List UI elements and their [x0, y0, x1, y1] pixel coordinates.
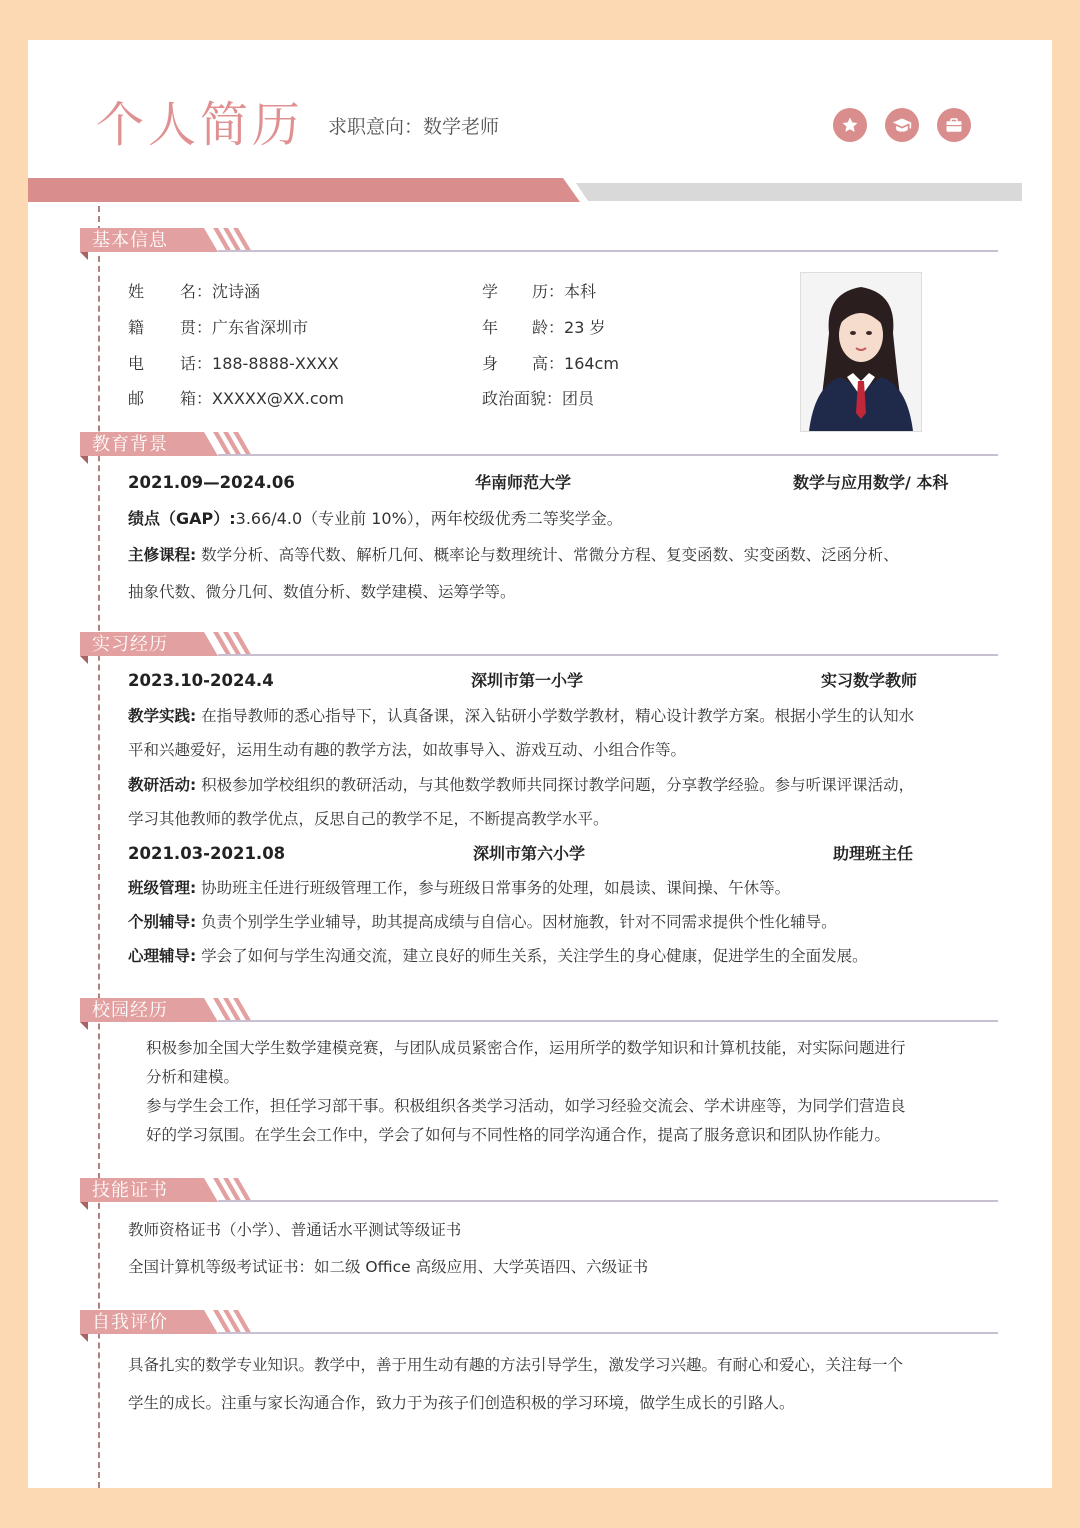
section-title: 自我评价 — [92, 1312, 168, 1333]
section-header-basic — [80, 228, 1000, 258]
self-eval-text: 具备扎实的数学专业知识。教学中，善于用生动有趣的方法引导学生，激发学习兴趣。有耐心和爱心，关注每一个 — [128, 1356, 904, 1374]
skill-item: 教师资格证书（小学）、普通话水平测试等级证书 — [128, 1221, 462, 1239]
section-title: 教育背景 — [92, 434, 168, 455]
campus-paragraph: 参与学生会工作，担任学习部干事。积极组织各类学习活动，如学习经验交流会、学术讲座等，为同学们营造良 — [146, 1097, 906, 1115]
edu-courses-cont: 抽象代数、微分几何、数值分析、数学建模、运筹学等。 — [128, 583, 516, 601]
page-title: 个人简历 — [96, 97, 305, 153]
star-icon — [833, 108, 867, 142]
header-bar-accent — [28, 178, 580, 202]
job-intent-label: 求职意向： — [328, 116, 424, 138]
section-header-education — [80, 432, 1000, 462]
job-item-cont: 学习其他教师的教学优点，反思自己的教学不足，不断提高教学水平。 — [128, 810, 609, 828]
edu-major: 数学与应用数学/ 本科 — [793, 473, 949, 492]
section-header-campus — [80, 998, 1000, 1028]
job-item: 教学实践: 在指导教师的悉心指导下，认真备课，深入钻研小学数学教材，精心设计教学方案。根据小学生的认知水 — [128, 707, 915, 725]
job-item: 教研活动: 积极参加学校组织的教研活动，与其他数学教师共同探讨教学问题，分享教学经验。参与听课评课活动， — [128, 776, 915, 794]
resume-page — [28, 40, 1052, 1488]
edu-courses: 主修课程: 数学分析、高等代数、解析几何、概率论与数理统计、常微分方程、复变函数、实变函数、泛函分析、 — [128, 546, 899, 564]
section-header-skills — [80, 1178, 1000, 1208]
job-org: 深圳市第一小学 — [471, 671, 584, 690]
edu-date: 2021.09—2024.06 — [128, 473, 295, 492]
section-title: 基本信息 — [92, 230, 168, 251]
self-eval-text-cont: 学生的成长。注重与家长沟通合作，致力于为孩子们创造积极的学习环境，做学生成长的引路人。 — [128, 1394, 795, 1412]
job-item: 心理辅导: 学会了如何与学生沟通交流，建立良好的师生关系，关注学生的身心健康，促进学生的全面发展。 — [128, 947, 868, 965]
job-intent-value: 数学老师 — [423, 116, 500, 138]
info-education: 学 历：本科 — [482, 282, 597, 301]
job-item: 班级管理: 协助班主任进行班级管理工作，参与班级日常事务的处理，如晨读、课间操、午休等。 — [128, 879, 791, 897]
info-hometown: 籍 贯：广东省深圳市 — [128, 318, 309, 337]
campus-paragraph: 积极参加全国大学生数学建模竞赛，与团队成员紧密合作，运用所学的数学知识和计算机技能，对实际问题进行 — [146, 1039, 906, 1057]
section-title: 技能证书 — [92, 1180, 168, 1201]
header-icons — [833, 108, 971, 142]
info-email: 邮 箱：XXXXX@XX.com — [128, 389, 344, 408]
job-date: 2023.10-2024.4 — [128, 671, 274, 690]
edu-school: 华南师范大学 — [475, 473, 572, 492]
info-age: 年 龄：23 岁 — [482, 318, 606, 337]
avatar — [800, 272, 922, 432]
job-role: 助理班主任 — [833, 844, 914, 863]
header-bar-gray — [576, 183, 1022, 201]
job-date: 2021.03-2021.08 — [128, 844, 286, 863]
info-height: 身 高：164cm — [482, 354, 619, 373]
job-item: 个别辅导: 负责个别学生学业辅导，助其提高成绩与自信心。因材施教，针对不同需求提供个性化辅导。 — [128, 913, 837, 931]
job-role: 实习数学教师 — [821, 671, 918, 690]
graduation-cap-icon — [885, 108, 919, 142]
job-org: 深圳市第六小学 — [473, 844, 586, 863]
edu-gpa: 绩点（GAP）:3.66/4.0（专业前 10%），两年校级优秀二等奖学金。 — [128, 509, 623, 528]
skill-item: 全国计算机等级考试证书：如二级 Office 高级应用、大学英语四、六级证书 — [128, 1258, 649, 1276]
job-item-cont: 平和兴趣爱好，运用生动有趣的教学方法，如故事导入、游戏互动、小组合作等。 — [128, 741, 687, 759]
briefcase-icon — [937, 108, 971, 142]
info-name: 姓 名：沈诗涵 — [128, 282, 261, 301]
job-intent — [328, 112, 499, 139]
campus-paragraph-cont: 分析和建模。 — [146, 1068, 240, 1086]
section-header-self-eval — [80, 1310, 1000, 1340]
timeline-dashed-line — [98, 206, 100, 1488]
info-political: 政治面貌：团员 — [482, 389, 595, 408]
section-title: 实习经历 — [92, 634, 168, 655]
section-title: 校园经历 — [92, 1000, 168, 1021]
info-phone: 电 话：188-8888-XXXX — [128, 354, 339, 373]
section-header-internship — [80, 632, 1000, 662]
campus-paragraph-cont: 好的学习氛围。在学生会工作中，学会了如何与不同性格的同学沟通合作，提高了服务意识和团队协作能力。 — [146, 1126, 891, 1144]
